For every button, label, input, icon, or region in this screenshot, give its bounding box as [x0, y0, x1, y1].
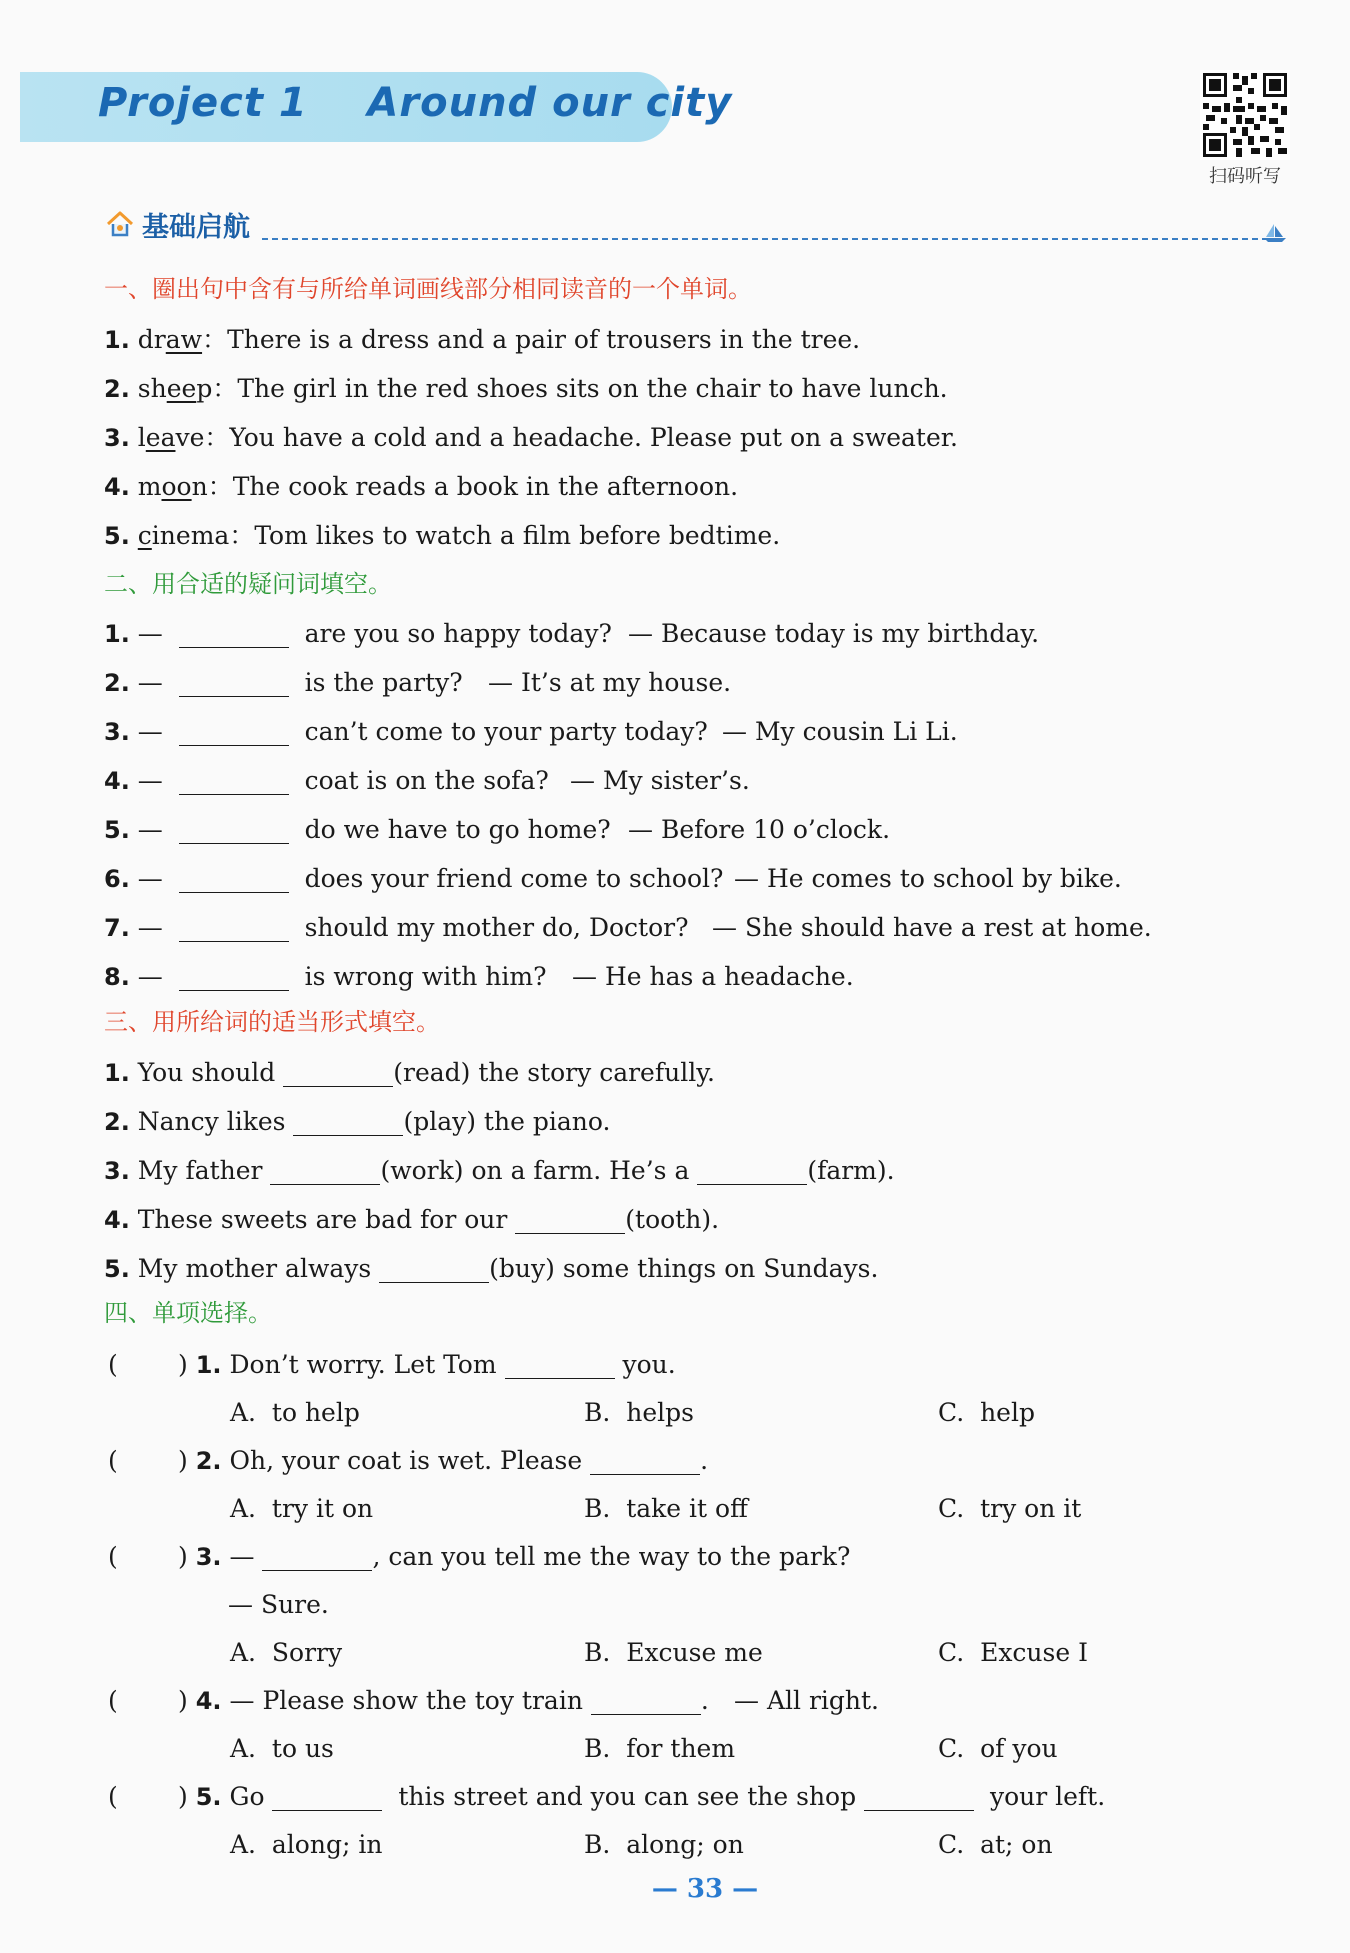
question-text: does your friend come to school? — [304, 864, 724, 893]
dash: — — [137, 766, 163, 795]
option-b[interactable]: B. Excuse me — [584, 1638, 763, 1667]
item-number: 5. — [104, 522, 130, 550]
part2-answer-5: — Before 10 o’clock. — [628, 815, 891, 844]
option-c[interactable]: C. at; on — [938, 1830, 1053, 1859]
answer-blank — [262, 1544, 372, 1571]
item-number: 2. — [104, 1108, 130, 1136]
question-end: your left. — [989, 1782, 1106, 1811]
item-number: 2. — [104, 375, 130, 403]
item-number: 4. — [104, 767, 130, 795]
key-word-prefix: dr — [137, 325, 166, 354]
dash: — — [137, 619, 163, 648]
key-word-suffix: n — [191, 472, 208, 501]
section-divider — [262, 238, 1268, 240]
part4-question-2 — [178, 1444, 708, 1478]
sentence-middle: (work) on a farm. He’s a — [380, 1156, 690, 1185]
question-text: should my mother do, Doctor? — [304, 913, 689, 942]
question-end: . — [700, 1686, 709, 1715]
house-icon — [104, 208, 136, 240]
option-a[interactable]: A. to help — [230, 1398, 360, 1427]
item-number: 4. — [195, 1687, 222, 1715]
item-number: 6. — [104, 865, 130, 893]
key-word-underlined: ee — [166, 374, 197, 403]
answer-blank[interactable] — [179, 915, 289, 942]
part3-item-4 — [104, 1203, 719, 1237]
option-c[interactable]: C. help — [938, 1398, 1035, 1427]
answer-paren-open[interactable]: ( — [108, 1782, 118, 1811]
sentence-end: (play) the piano. — [403, 1107, 611, 1136]
option-c[interactable]: C. of you — [938, 1734, 1058, 1763]
qr-caption: 扫码听写 — [1209, 166, 1281, 187]
answer-blank[interactable] — [179, 621, 289, 648]
part1-item-2 — [104, 372, 948, 406]
answer-blank[interactable] — [293, 1109, 403, 1136]
sentence-start: You should — [137, 1058, 276, 1087]
answer-paren-open[interactable]: ( — [108, 1446, 118, 1475]
part1-item-3 — [104, 421, 958, 455]
part2-answer-7: — She should have a rest at home. — [712, 913, 1152, 942]
sentence-start: My mother always — [137, 1254, 372, 1283]
answer-blank[interactable] — [179, 768, 289, 795]
item-number: 1. — [195, 1351, 222, 1379]
part1-item-4 — [104, 470, 738, 504]
dash: — — [137, 913, 163, 942]
option-b[interactable]: B. along; on — [584, 1830, 744, 1859]
option-c[interactable]: C. try on it — [938, 1494, 1082, 1523]
part3-item-3 — [104, 1154, 895, 1188]
item-number: 2. — [195, 1447, 222, 1475]
answer-paren-close: ) — [178, 1542, 188, 1571]
item-number: 7. — [104, 914, 130, 942]
item-number: 4. — [104, 1206, 130, 1234]
page-number: — 33 — — [651, 1874, 759, 1904]
part2-item-8 — [104, 960, 547, 994]
key-word-underlined: aw — [165, 325, 203, 354]
key-word-suffix: p — [196, 374, 213, 403]
item-number: 4. — [104, 473, 130, 501]
key-word-underlined: c — [137, 521, 152, 550]
question-text: is the party? — [304, 668, 463, 697]
answer-blank — [505, 1352, 615, 1379]
part2-item-5 — [104, 813, 611, 847]
key-word-suffix: inema — [151, 521, 230, 550]
dash: — — [137, 864, 163, 893]
answer-paren-close: ) — [178, 1782, 188, 1811]
part2-item-6 — [104, 862, 723, 896]
dash: — — [137, 962, 163, 991]
item-number: 3. — [104, 424, 130, 452]
sentence-end: (tooth). — [625, 1205, 720, 1234]
question-start: — — [229, 1542, 255, 1571]
answer-paren-close: ) — [178, 1686, 188, 1715]
section-header — [104, 206, 250, 242]
answer-blank[interactable] — [179, 866, 289, 893]
item-number: 5. — [104, 816, 130, 844]
part4-question-4-reply: — All right. — [734, 1686, 879, 1715]
key-word-prefix: sh — [137, 374, 167, 403]
part4-question-5 — [178, 1780, 1105, 1814]
answer-blank[interactable] — [179, 719, 289, 746]
key-word-underlined: ea — [145, 423, 176, 452]
answer-paren-close: ) — [178, 1350, 188, 1379]
item-sentence[interactable]: ：The girl in the red shoes sits on the chair to have lunch. — [212, 374, 948, 403]
part4-question-3 — [178, 1540, 850, 1574]
option-a[interactable]: A. try it on — [230, 1494, 374, 1523]
answer-blank[interactable] — [283, 1060, 393, 1087]
key-word-prefix: l — [137, 423, 146, 452]
item-number: 5. — [104, 1255, 130, 1283]
answer-paren-open[interactable]: ( — [108, 1686, 118, 1715]
part2-answer-2: — It’s at my house. — [488, 668, 732, 697]
question-end: , can you tell me the way to the park? — [372, 1542, 851, 1571]
question-start: Oh, your coat is wet. Please — [229, 1446, 583, 1475]
part4-question-3-reply: — Sure. — [228, 1590, 329, 1619]
item-sentence[interactable]: ：Tom likes to watch a film before bedtime. — [229, 521, 781, 550]
sentence-end: (read) the story carefully. — [393, 1058, 715, 1087]
question-start: Don’t worry. Let Tom — [229, 1350, 497, 1379]
part2-title: 二、用合适的疑问词填空。 — [104, 570, 392, 598]
part1-item-1 — [104, 323, 860, 357]
question-text: are you so happy today? — [304, 619, 612, 648]
item-number: 1. — [104, 620, 130, 648]
page-title: Project 1 Around our city — [98, 80, 733, 126]
part2-answer-8: — He has a headache. — [572, 962, 854, 991]
option-a[interactable]: A. Sorry — [230, 1638, 343, 1667]
part1-item-5 — [104, 519, 780, 553]
item-number: 1. — [104, 1059, 130, 1087]
answer-paren-close: ) — [178, 1446, 188, 1475]
answer-blank[interactable] — [179, 964, 289, 991]
answer-blank — [591, 1688, 701, 1715]
question-start: — Please show the toy train — [229, 1686, 583, 1715]
option-b[interactable]: B. take it off — [584, 1494, 748, 1523]
part2-answer-3: — My cousin Li Li. — [722, 717, 958, 746]
item-number: 2. — [104, 669, 130, 697]
answer-blank[interactable] — [179, 817, 289, 844]
ship-icon — [1262, 222, 1288, 244]
part2-item-3 — [104, 715, 708, 749]
dash: — — [137, 668, 163, 697]
item-number: 5. — [195, 1783, 222, 1811]
dash: — — [137, 815, 163, 844]
part4-title: 四、单项选择。 — [104, 1299, 272, 1327]
item-sentence[interactable]: ：There is a dress and a pair of trousers in the tree. — [202, 325, 861, 354]
part4-question-1 — [178, 1348, 676, 1382]
part3-item-5 — [104, 1252, 878, 1286]
part2-item-4 — [104, 764, 549, 798]
item-sentence[interactable]: ：The cook reads a book in the afternoon. — [207, 472, 739, 501]
key-word-suffix: ve — [175, 423, 205, 452]
sentence-end: (farm). — [807, 1156, 895, 1185]
sentence-start: These sweets are bad for our — [137, 1205, 508, 1234]
part2-item-2 — [104, 666, 463, 700]
qr-code[interactable] — [1200, 70, 1290, 160]
answer-blank — [272, 1784, 382, 1811]
part3-item-2 — [104, 1105, 610, 1139]
section-label: 基础启航 — [142, 211, 250, 243]
answer-paren-open[interactable]: ( — [108, 1350, 118, 1379]
item-number: 3. — [104, 1157, 130, 1185]
part3-title: 三、用所给词的适当形式填空。 — [104, 1008, 440, 1036]
item-number: 3. — [195, 1543, 222, 1571]
sentence-start: Nancy likes — [137, 1107, 286, 1136]
key-word-prefix: m — [137, 472, 162, 501]
option-c[interactable]: C. Excuse I — [938, 1638, 1088, 1667]
item-number: 1. — [104, 326, 130, 354]
question-end: . — [700, 1446, 709, 1475]
question-text: can’t come to your party today? — [304, 717, 708, 746]
answer-paren-open[interactable]: ( — [108, 1542, 118, 1571]
answer-blank — [590, 1448, 700, 1475]
answer-blank[interactable] — [379, 1256, 489, 1283]
part2-item-1 — [104, 617, 612, 651]
part1-title: 一、圈出句中含有与所给单词画线部分相同读音的一个单词。 — [104, 275, 752, 303]
answer-blank-2 — [864, 1784, 974, 1811]
part2-answer-1: — Because today is my birthday. — [628, 619, 1040, 648]
answer-blank[interactable] — [179, 670, 289, 697]
question-end: you. — [622, 1350, 676, 1379]
option-a[interactable]: A. to us — [230, 1734, 334, 1763]
question-text: is wrong with him? — [304, 962, 547, 991]
option-b[interactable]: B. for them — [584, 1734, 736, 1763]
key-word-underlined: oo — [161, 472, 192, 501]
question-start: Go — [229, 1782, 265, 1811]
part2-item-7 — [104, 911, 689, 945]
option-b[interactable]: B. helps — [584, 1398, 694, 1427]
answer-blank[interactable] — [270, 1158, 380, 1185]
answer-blank-2[interactable] — [697, 1158, 807, 1185]
item-number: 3. — [104, 718, 130, 746]
question-middle: this street and you can see the shop — [398, 1782, 857, 1811]
part3-item-1 — [104, 1056, 715, 1090]
dash: — — [137, 717, 163, 746]
part2-answer-6: — He comes to school by bike. — [734, 864, 1122, 893]
option-a[interactable]: A. along; in — [230, 1830, 383, 1859]
sentence-end: (buy) some things on Sundays. — [489, 1254, 879, 1283]
item-number: 8. — [104, 963, 130, 991]
part2-answer-4: — My sister’s. — [570, 766, 750, 795]
sentence-start: My father — [137, 1156, 263, 1185]
part4-question-4 — [178, 1684, 709, 1718]
item-sentence[interactable]: ：You have a cold and a headache. Please put on a sweater. — [204, 423, 958, 452]
answer-blank[interactable] — [515, 1207, 625, 1234]
question-text: do we have to go home? — [304, 815, 611, 844]
question-text: coat is on the sofa? — [304, 766, 549, 795]
